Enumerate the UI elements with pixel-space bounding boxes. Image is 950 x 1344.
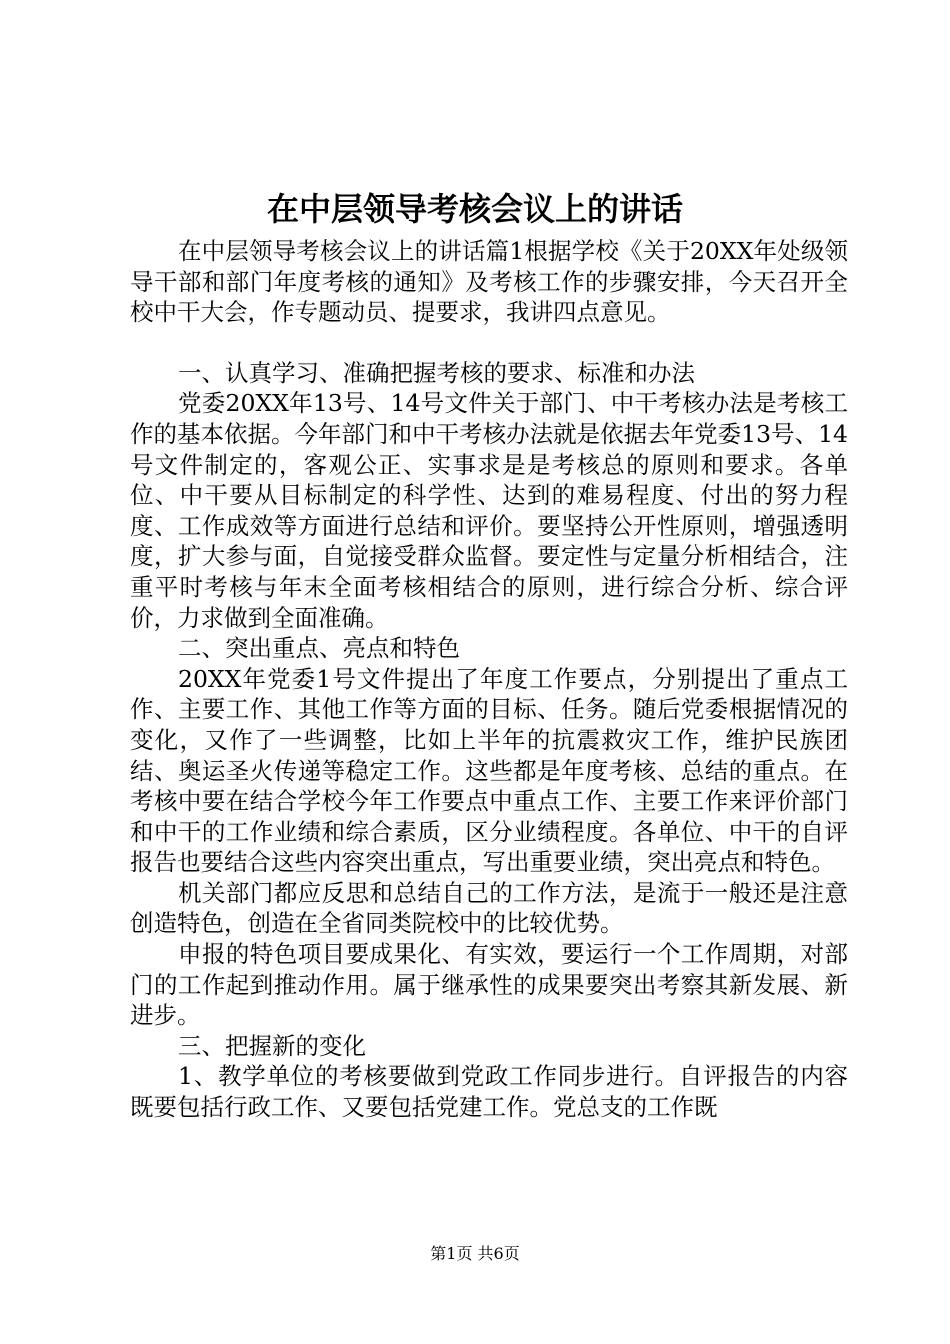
document-body bbox=[130, 236, 848, 1123]
section-heading-3: 三、把握新的变化 bbox=[178, 1031, 366, 1060]
paragraph: 申报的特色项目要成果化、有实效，要运行一个工作周期，对部门的工作起到推动作用。属于继承性的成果要突出考察其新发展、新进步。 bbox=[130, 940, 848, 1030]
paragraph: 20XX年党委1号文件提出了年度工作要点，分别提出了重点工作、主要工作、其他工作等方面的目标、任务。随后党委根据情况的变化，又作了一些调整，比如上半年的抗震救灾工作，维护民族团结、奥运圣火传递等稳定工作。这些都是年度考核、总结的重点。在考核中要在结合学校今年工作要点中重点工作、主要工作来评价部门和中干的工作业绩和综合素质，区分业绩程度。各单位、中干的自评报告也要结合这些内容突出重点，写出重要业绩，突出亮点和特色。 bbox=[130, 664, 848, 877]
paragraph-intro: 在中层领导考核会议上的讲话篇1根据学校《关于20XX年处级领导干部和部门年度考核的通知》及考核工作的步骤安排，今天召开全校中干大会，作专题动员、提要求，我讲四点意见。 bbox=[130, 237, 848, 327]
section-heading-1: 一、认真学习、准确把握考核的要求、标准和办法 bbox=[178, 358, 695, 387]
document-title: 在中层领导考核会议上的讲话 bbox=[266, 190, 683, 228]
paragraph: 1、教学单位的考核要做到党政工作同步进行。自评报告的内容既要包括行政工作、又要包括党建工作。党总支的工作既 bbox=[130, 1062, 848, 1122]
paragraph: 机关部门都应反思和总结自己的工作方法，是流于一般还是注意创造特色，创造在全省同类院校中的比较优势。 bbox=[130, 878, 848, 938]
paragraph: 党委20XX年13号、14号文件关于部门、中干考核办法是考核工作的基本依据。今年部门和中干考核办法就是依据去年党委13号、14号文件制定的，客观公正、实事求是是考核总的原则和要求。各单位、中干要从目标制定的科学性、达到的难易程度、付出的努力程度、工作成效等方面进行总结和评价。要坚持公开性原则，增强透明度，扩大参与面，自觉接受群众监督。要定性与定量分析相结合，注重平时考核与年末全面考核相结合的原则，进行综合分析、综合评价，力求做到全面准确。 bbox=[130, 389, 848, 632]
page-number-footer: 第1页 共6页 bbox=[430, 1244, 520, 1263]
section-heading-2: 二、突出重点、亮点和特色 bbox=[178, 634, 460, 663]
